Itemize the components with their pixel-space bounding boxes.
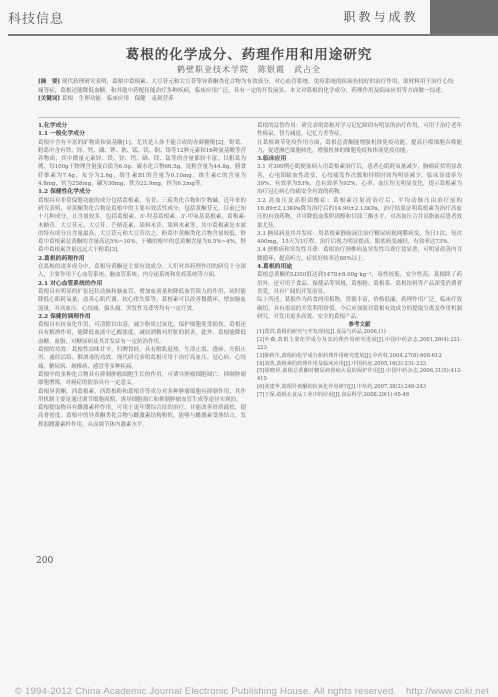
reference-item: [4]刘英,葛根素的药理作用及临床应用[J].中国药房,2005,16(3):231-233	[257, 360, 427, 367]
section-heading: 3.临床应用	[257, 156, 287, 163]
section-name: 职教与成教	[343, 10, 419, 24]
copyright-footer: © 1994-2012 China Academic Journal Electronic Publishing House. All rights reserved. http://www.cnki.net	[14, 686, 489, 697]
section-heading: 2.1 对心血管系统的作用	[38, 280, 103, 287]
body-paragraph: 3.4 颈椎病和突发性耳聋：葛根治疗颈椎病及突发性耳聋疗效显著，可明显改善内耳微循环，提高听力，症状好转率达88%以上。	[257, 247, 462, 262]
reference-item: [6]张建华,葛根异黄酮的抗氧化作用研究[J].中草药,2007,38(2):240-243	[257, 384, 427, 390]
reference-item: [7]王保,葛根在食品工业中的应用[J].食品科学,2008,29(1):45-48	[257, 391, 410, 398]
section-heading: 1.2 保健性化学成分	[38, 189, 91, 196]
body-paragraph: 在葛根的诸多成分中，葛根异黄酮是主要有效成分。人们对其药理作用的研究十分深入，主要作用于心血管系统、脑血管系统、内分泌系统和免疫系统等方面。	[38, 264, 246, 279]
body-paragraph: 葛根中的多种化合物具有抑制肿瘤细胞生长的作用，可诱导肿瘤细胞凋亡，抑制肿瘤细胞增殖，对癌症的防治具有一定意义。	[38, 371, 246, 387]
reference-item: [1]郑洪,葛根的研究与开发现状[J].食品与药品,2006,(1)	[257, 329, 386, 336]
body-paragraph: 葛根具有非常保健功能的成分包括葛根素、皂苷、三萜类化合物和生物碱。近年来的研究表明，异黄酮类化合物是葛根中的主要有效活性成分，包括黄酮苷元、目前已知十几种成分，且含量较多，包括葛根素、3'-羟基葛根素、3'-甲氧基葛根素、葛根素-木糖苷、大豆苷元、大豆苷、芒柄花素、染料木苷、染料木素等，其中葛根素是本属的特有成分且含量最高，大豆苷元和大豆苷次之。粉葛中黄酮类化合物含量较低，野葛中葛根素总黄酮的含量高达5%~10%，干燥的根中的总黄酮含量为0.5%~4%，野葛中葛根素含量远远大于粉葛[3]。	[38, 197, 246, 254]
body-paragraph: 葛根异黄酮，西葛根素，西葛根粉和葛根苷等成分对多种肿瘤细胞有抑制作用，其作用机制主要是通过调节细胞周期、诱导细胞凋亡和抑制肿瘤血管生成等途径实现的。	[38, 388, 246, 403]
body-paragraph: 葛根中含有丰富的矿物质和氨基酸[1]。尤其是人体不能合成的赤藓糖醇[2]。野葛、粉葛中含有铁、锌、钙、磷、钾、钠、锰、镁、铜、铬等12种元素和16种氨基酸等营养物质，其中微量元素锌、铁、锌、钙、硒、镁、锰等的含量都较丰富。以粗葛为例，每100g干物理含量蛋白质为6.0g、碳水化合物66.5g，淀粉含量为44.8g，膳食纤维素为7.4g，灰分为2.6g，维生素B1的含量为0.10mg，维生素C的含量为4.8mg，钙为258mg，磷为30mg，铁为22.9mg，锌为6.2mg等。	[38, 139, 246, 188]
article-title: 葛根的化学成分、药理作用和用途研究	[125, 47, 373, 63]
section-heading: 4.葛根的用途	[257, 264, 293, 271]
reference-item: [2]叶森,葛根主要化学成分及其药理作用研究进展[J].中国中药杂志,2001,26(4):221-223	[257, 337, 462, 352]
body-paragraph: 葛根具有明显的扩张冠状动脉和脑血管、增加血流量和降低血管阻力的作用，同时能降低心肌耗氧量、改善心肌代谢、抗心律失常等。葛根素可以改善微循环，增加脑血流量，对高血压、心绞痛、偏头痛、突发性耳聋等均有一定疗效。	[38, 288, 246, 312]
section-heading: 1.化学成分	[38, 123, 68, 129]
reference-item: [5]徐晓昇,葛根总黄酮对糖尿病肾病大鼠的保护作用[J].中国中药杂志,2006,31(5):412-415	[257, 368, 462, 383]
body-paragraph: 葛根的功效：葛根性凉味甘辛，归脾胃经，具有解肌退热、生津止渴、透疹、升阳止泻、通经活络、解酒毒的功效。现代研究表明葛根可用于治疗高血压、冠心病、心绞痛、糖尿病、颈椎病、感冒等多种疾病。	[38, 347, 246, 370]
keywords-label: [关键词]	[38, 96, 61, 103]
body-column-left	[38, 122, 246, 550]
journal-name: 科技信息	[8, 12, 65, 27]
section-heading: 2.葛根的药理作用	[38, 255, 85, 262]
body-paragraph: 葛根总黄酮的LD50值达到1478±8.00g·kg⁻¹，毒性较低，安全性高。葛根除了药用外，还可用于食品、保健品等领域，葛根粉、葛根茶、葛根饮料等产品深受消费者喜爱，具有广阔的开发前景。	[257, 272, 462, 295]
body-paragraph: 葛根提取物具有雌激素样作用，可用于更年期综合征的治疗，并能改善骨质疏松，提高骨密度。葛根中的异黄酮类化合物与雌激素结构相似，能够与雌激素受体结合，发挥弱雌激素样作用，从而调节体内激素水平。	[38, 405, 246, 428]
body-column-right	[257, 122, 462, 542]
header-rule	[8, 34, 498, 36]
page-number: 200	[36, 556, 54, 566]
section-heading: 2.2 保健的调理作用	[38, 313, 91, 320]
references-heading: 参考文献	[348, 322, 371, 329]
body-paragraph: 葛根具有抗氧化作用，可清除自由基，减少脂质过氧化，保护细胞免受损伤。葛根还具有解酒作用，能降低血液中乙醇浓度，减轻酒精对肝脏的损害。此外，葛根能降低血糖、血脂，对糖尿病及其并发症有一定防治作用。	[38, 322, 246, 345]
abstract-label: [摘 要]	[38, 79, 61, 85]
body-paragraph: 3.3 糖尿病及其并发症：用葛根素静脉滴注治疗糖尿病视网膜病变，每日1次，每次400mg，15天为1疗程，治疗后视力明显提高，眼底病变减轻，有效率达73%。	[257, 230, 462, 246]
header-decoration	[430, 0, 498, 34]
body-paragraph: 葛根的益智作用：研究表明葛根对学习记忆障碍有明显的治疗作用，可用于治疗老年性痴呆，智力减退，记忆力差等症。	[257, 123, 462, 138]
body-paragraph: 在葛根调节免疫作用方面，葛根总黄酮能增强机体免疫功能，提高巨噬细胞吞噬能力，促进淋巴细胞转化，增强机体的细胞免疫和体液免疫功能。	[257, 139, 462, 154]
abstract-text: 现代药理研究表明，葛根中葛根素、大豆苷元和大豆苷等异黄酮类化合物为有效成分，对心血管系统、免疫系统的疾病有较好的治疗作用，原材料用于治疗心绞痛等症，葛根还能降低血糖，和其他中药配伍能治疗多种疾病，临床应用广泛，具有一定的开发前景。本文对葛根的化学成分、药理作用及临床应用等方面做一综述。	[38, 79, 454, 94]
abstract-block	[38, 78, 458, 104]
abstract-divider	[38, 117, 460, 118]
section-heading: 1.1 一般化学成分	[38, 131, 85, 138]
reference-item: [3]陈秋生,葛根的化学成分和药理作用研究进展[J].中药材,2004,27(8):608-612	[257, 352, 442, 359]
keywords-text: 葛根 生理功能 临床应用 保健 麦麸营养	[61, 96, 174, 103]
article-authors: 鹤壁职业技术学院 陈银霞 武占全	[177, 65, 321, 74]
body-paragraph: 综上所述，葛根作为药食两用植物，资源丰富，价格低廉，药理作用广泛，临床疗效确切，具有很高的开发利用价值。今后应加强对葛根有效成分的提取分离及作用机制研究，开发出更多高效、安全的葛根产品。	[257, 297, 462, 320]
body-paragraph: 3.1 对300例心肌梗塞病人用葛根素治疗后，患者心肌耗氧量减少，胸痛症状明显改善，心电图缺血性改变，心绞痛发作次数和持续时间均明显减少。临床显效率为39%，有效率为53%，总有效率为92%，心率、血压均无明显变化，提示葛根素为治疗冠心病心绞痛安全有效的药物。	[257, 164, 462, 196]
body-paragraph: 3.2 高血压及高胆固醇症：葛根素注射液治疗后，平均动脉压由治疗前的16.89±2.13KPa降为治疗后的14.90±2.13KPa，治疗结果证明葛根素为治疗高血压的有效药物，并可降低血浆胆固醇和甘油三酯水平，对高血压合并高脂血症患者效果尤佳。	[257, 197, 462, 229]
